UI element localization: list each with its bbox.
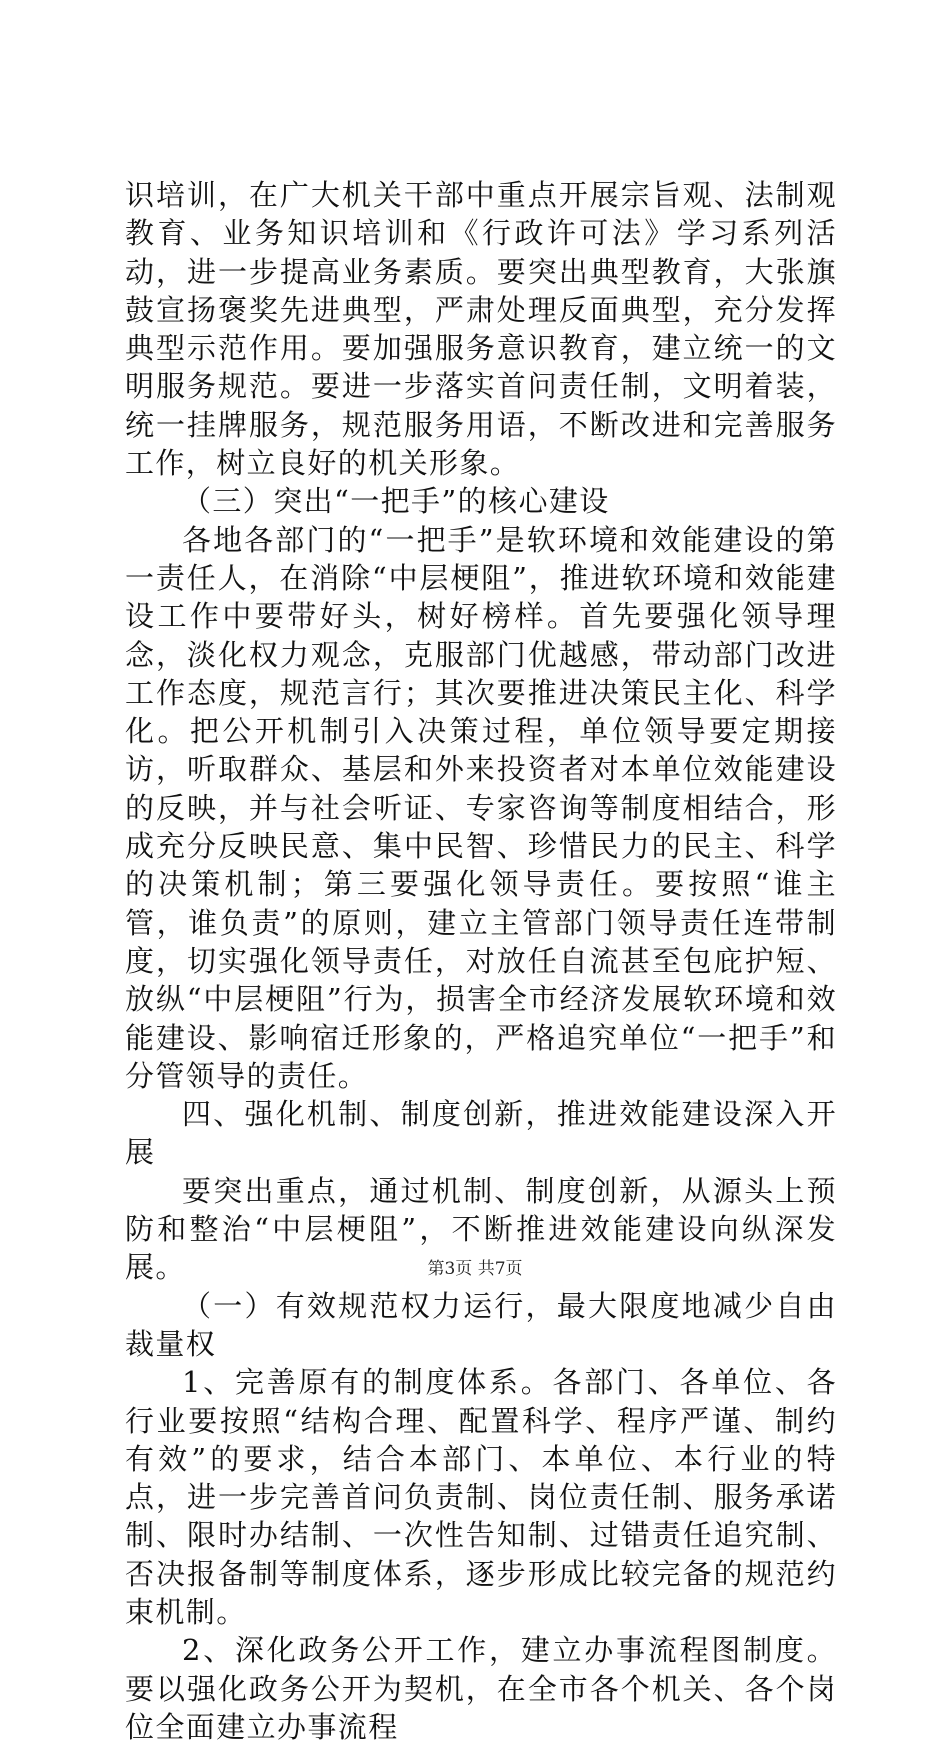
section-heading-mechanism-innovation: 四、强化机制、制度创新，推进效能建设深入开展 <box>125 1097 837 1170</box>
body-text <box>125 176 837 1746</box>
page-footer: 第3页 共7页 <box>427 1259 523 1279</box>
paragraph-continued: 识培训，在广大机关干部中重点开展宗旨观、法制观教育、业务知识培训和《行政许可法》学习系列活动，进一步提高业务素质。要突出典型教育，大张旗鼓宣扬褒奖先进典型，严肃处理反面典型，充分发挥典型示范作用。要加强服务意识教育，建立统一的文明服务规范。要进一步落实首问责任制，文明着装，统一挂牌服务，规范服务用语，不断改进和完善服务工作，树立良好的机关形象。 <box>125 178 837 481</box>
paragraph-item-2: 2、深化政务公开工作，建立办事流程图制度。要以强化政务公开为契机，在全市各个机关、各个岗位全面建立办事流程 <box>125 1633 837 1744</box>
paragraph-item-1: 1、完善原有的制度体系。各部门、各单位、各行业要按照“结构合理、配置科学、程序严谨、制约有效”的要求，结合本部门、本单位、本行业的特点，进一步完善首问负责制、岗位责任制、服务承诺制、限时办结制、一次性告知制、过错责任追究制、否决报备制等制度体系，逐步形成比较完备的规范约束机制。 <box>125 1365 837 1629</box>
subsection-heading-power-regulation: （一）有效规范权力运行，最大限度地减少自由裁量权 <box>125 1288 837 1361</box>
paragraph-leader-responsibility: 各地各部门的“一把手”是软环境和效能建设的第一责任人，在消除“中层梗阻”，推进软环境和效能建设工作中要带好头，树好榜样。首先要强化领导理念，淡化权力观念，克服部门优越感，带动部门改进工作态度，规范言行；其次要推进决策民主化、科学化。把公开机制引入决策过程，单位领导要定期接访，听取群众、基层和外来投资者对本单位效能建设的反映，并与社会听证、专家咨询等制度相结合，形成充分反映民意、集中民智、珍惜民力的民主、科学的决策机制；第三要强化领导责任。要按照“谁主管，谁负责”的原则，建立主管部门领导责任连带制度，切实强化领导责任，对放任自流甚至包庇护短、放纵“中层梗阻”行为，损害全市经济发展软环境和效能建设、影响宿迁形象的，严格追究单位“一把手”和分管领导的责任。 <box>125 522 837 1093</box>
section-heading-core-leader: （三）突出“一把手”的核心建设 <box>182 484 610 519</box>
paragraph-focus: 要突出重点，通过机制、制度创新，从源头上预防和整治“中层梗阻”，不断推进效能建设向纵深发展。 <box>125 1173 837 1285</box>
